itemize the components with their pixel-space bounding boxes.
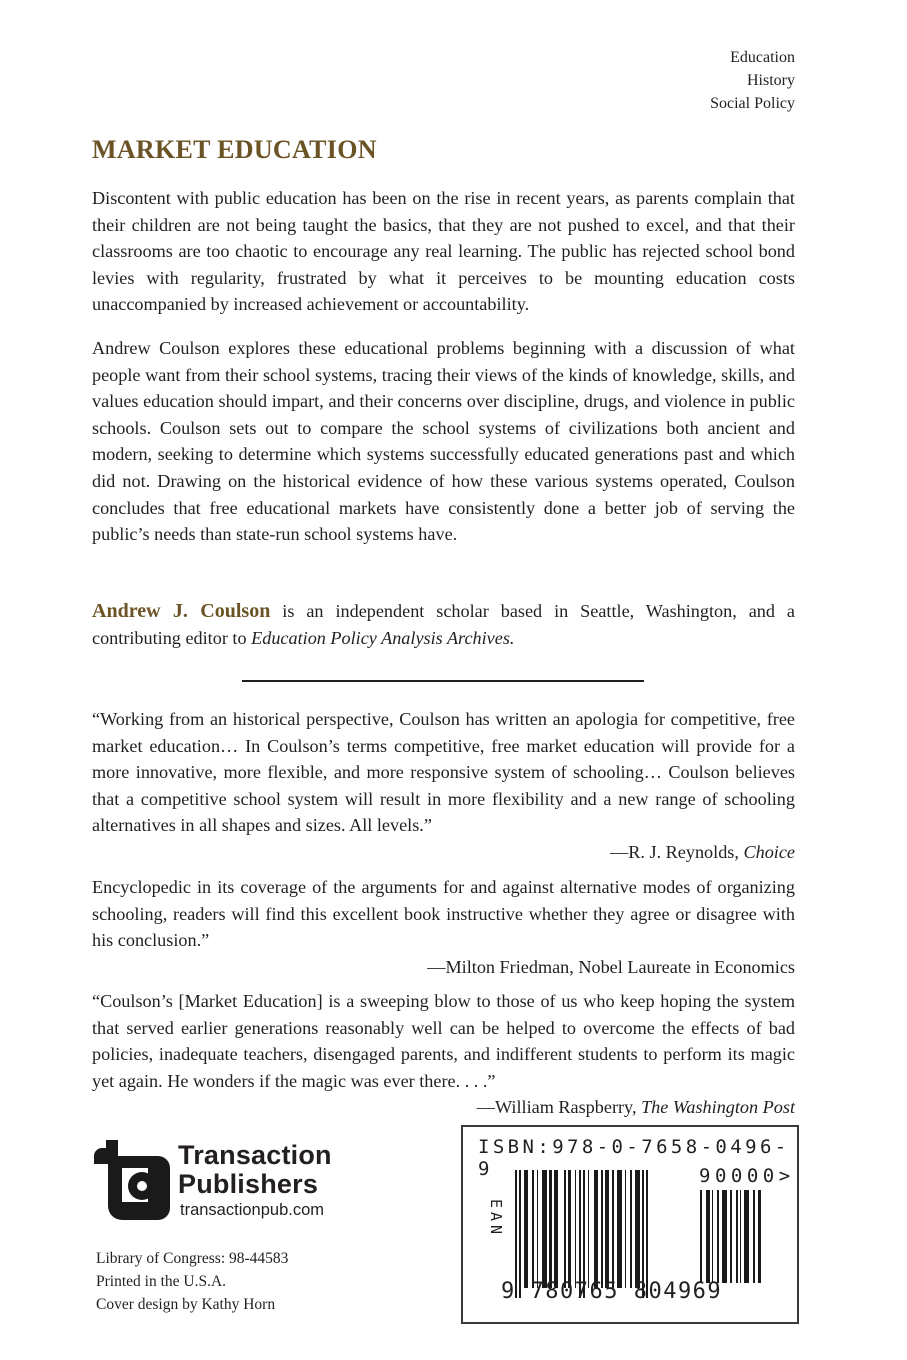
review-quote-1	[92, 706, 795, 866]
price-addon-bars	[700, 1190, 761, 1283]
ean-label: EAN	[487, 1199, 505, 1239]
review-attribution	[92, 954, 795, 981]
author-bio	[92, 598, 795, 651]
publisher-name	[178, 1141, 332, 1199]
review-quote-3	[92, 988, 795, 1121]
cover-design-credit: Cover design by Kathy Horn	[96, 1296, 276, 1313]
section-divider	[242, 680, 644, 682]
isbn-label: ISBN:978-0-7658-0496-9	[478, 1136, 790, 1180]
review-source: The Washington Post	[641, 1097, 795, 1118]
reviewer-name: —William Raspberry,	[476, 1097, 642, 1118]
printed-in: Printed in the U.S.A.	[96, 1273, 227, 1290]
review-attribution	[92, 1094, 795, 1121]
review-text: “Coulson’s [Market Education] is a sweeping blow to those of us who keep hoping the system that served earlier generations reasonably well can be helped to overcome the effects of bad policies, inadequate teachers, disengaged parents, and indifferent students to perform its magic yet again. He wonders if the magic was ever there. . . .”	[92, 991, 795, 1091]
author-journal: Education Policy Analysis Archives.	[251, 627, 515, 648]
subject-social-policy: Social Policy	[710, 95, 795, 112]
review-quote-2	[92, 874, 795, 980]
library-of-congress: Library of Congress: 98-44583	[96, 1250, 289, 1267]
publisher-url[interactable]: transactionpub.com	[180, 1201, 324, 1219]
ean-barcode-bars	[515, 1170, 648, 1288]
subject-education: Education	[730, 49, 795, 66]
isbn-barcode	[461, 1125, 799, 1324]
description-paragraph-1: Discontent with public education has been on the rise in recent years, as parents complain that their children are not being taught the basics, that they are not pushed to excel, and that their classrooms are too chaotic to encourage any real learning. The public has rejected school bond levies with regularity, frustrated by what it perceives to be mounting education costs unaccompanied by increased achievement or accountability.	[92, 188, 795, 315]
publisher-name-line1: Transaction	[178, 1140, 332, 1170]
author-name: Andrew J. Coulson	[92, 600, 271, 622]
transaction-publishers-logo-icon	[92, 1138, 172, 1220]
ean-digits: 9 780765 804969	[501, 1279, 723, 1304]
subject-history: History	[747, 72, 795, 89]
book-title: MARKET EDUCATION	[92, 135, 377, 164]
review-source: Choice	[743, 841, 795, 862]
description-paragraph-2: Andrew Coulson explores these educational problems beginning with a discussion of what people want from their school systems, tracing their views of the kinds of knowledge, skills, and values education should impart, and their concerns over discipline, drugs, and violence in public schools. Coulson sets out to compare the school systems of civilizations both ancient and modern, seeking to determine which systems successfully educated generations past and which did not. Drawing on the historical evidence of how these various systems operated, Coulson concludes that free educational markets have consistently done a better job of serving the public’s needs than state-run school systems have.	[92, 338, 795, 545]
author-bio-text: is an independent scholar based in Seattle, Washington, and a contributing editor to	[92, 601, 795, 648]
review-text: “Working from an historical perspective, Coulson has written an apologia for competitive, free market education… In Coulson’s terms competitive, free market education will provide for a more innovative, more flexible, and more responsive system of schooling… Coulson believes that a competitive school system will result in more flexibility and a new range of schooling alternatives in all shapes and sizes. All levels.”	[92, 709, 795, 836]
review-text: Encyclopedic in its coverage of the arguments for and against alternative modes of organizing schooling, readers will find this excellent book instructive whether they agree or disagree with his conclusion.”	[92, 877, 795, 951]
reviewer-name: —R. J. Reynolds,	[610, 841, 744, 862]
price-addon-digits: 90000>	[699, 1165, 795, 1187]
colophon	[96, 1247, 288, 1316]
publisher-name-line2: Publishers	[178, 1169, 319, 1199]
subject-categories	[710, 46, 795, 115]
reviewer-name: —Milton Friedman, Nobel Laureate in Economics	[427, 956, 795, 977]
review-attribution	[92, 839, 795, 866]
